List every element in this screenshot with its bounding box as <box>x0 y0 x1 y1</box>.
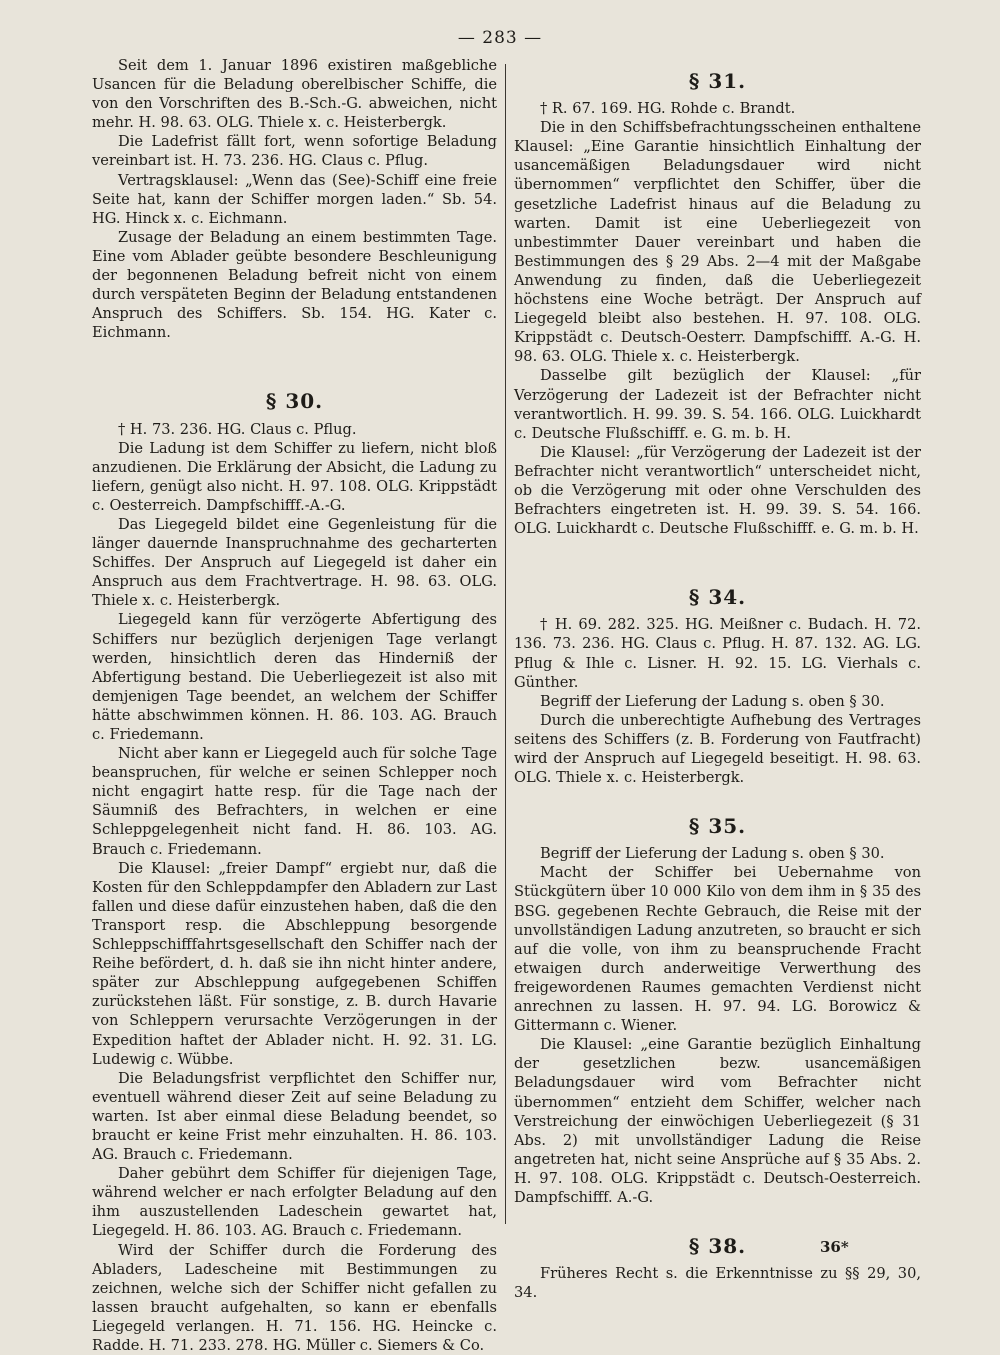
paragraph: † R. 67. 169. HG. Rohde c. Brandt. <box>540 100 796 118</box>
paragraph: Die Ladung ist dem Schiffer zu liefern, nicht bloß anzudienen. Die Erklärung der Absicht, die Ladung zu liefern, genügt also nicht. H. 97. 108. OLG. Krippstädt c. Oesterreich. Dampfschifff.-A.-G. <box>92 439 497 514</box>
paragraph: Die Beladungsfrist verpflichtet den Schiffer nur, eventuell während dieser Zeit auf seine Beladung zu warten. Ist aber einmal diese Beladung beendet, so braucht er keine Frist mehr einzuhalten. H. 86. 103. AG. Brauch c. Friedemann. <box>92 1069 497 1164</box>
paragraph: Früheres Recht s. die Erkenntnisse zu §§ 29, 30, 34. <box>514 1265 921 1302</box>
paragraph: Seit dem 1. Januar 1896 existiren maßgebliche Usancen für die Beladung oberelbischer Schiffe, die von den Vorschriften des B.-Sch.-G. abweichen, nicht mehr. H. 98. 63. OLG. Thiele x. c. Heisterbergk. <box>92 57 497 132</box>
paragraph: Liegegeld kann für verzögerte Abfertigung des Schiffers nur bezüglich derjenigen Tage verlangt werden, hinsichtlich deren das Hinderniß der Abfertigung bestand. Die Ueberliegezeit ist also mit demjenigen Tage beendet, an welchem der Schiffer hätte abschwimmen können. H. 86. 103. AG. Brauch c. Friedemann. <box>92 611 497 743</box>
column-divider <box>505 64 506 1224</box>
paragraph: Nicht aber kann er Liegegeld auch für solche Tage beanspruchen, für welche er seinen Schlepper noch nicht engagirt hatte resp. für die Tage nach der Säumniß des Befrachters, in welchen er eine Schleppgelegenheit nicht fand. H. 86. 103. AG. Brauch c. Friedemann. <box>92 745 497 858</box>
section-heading-35: § 35. <box>688 814 747 839</box>
paragraph: † H. 69. 282. 325. HG. Meißner c. Budach. H. 72. 136. 73. 236. HG. Claus c. Pflug. H. 87. 132. AG. LG. Pflug & Ihle c. Lisner. H. 92. 15. LG. Vierhals c. Günther. <box>514 616 921 691</box>
paragraph: † H. 73. 236. HG. Claus c. Pflug. <box>118 420 357 438</box>
signature-mark: 36* <box>820 1238 849 1256</box>
paragraph: Begriff der Lieferung der Ladung s. oben § 30. <box>540 845 885 863</box>
section-heading-38: § 38. <box>688 1234 747 1259</box>
paragraph: Macht der Schiffer bei Uebernahme von Stückgütern über 10 000 Kilo von dem ihm in § 35 des BSG. gegebenen Rechte Gebrauch, die Reise mit der unvollständigen Ladung anzutreten, so braucht er sich auf die volle, von ihm zu beanspruchende Fracht etwaigen durch anderweitige Verwerthung des freigewordenen Raumes gemachten Verdienst nicht anrechnen zu lassen. H. 97. 94. LG. Borowicz & Gittermann c. Wiener. <box>514 864 921 1035</box>
paragraph: Begriff der Lieferung der Ladung s. oben § 30. <box>540 692 885 710</box>
paragraph: Wird der Schiffer durch die Forderung des Abladers, Ladescheine mit Bestimmungen zu zeichnen, welche sich der Schiffer nicht gefallen zu lassen braucht aufgehalten, so kann er ebenfalls Liegegeld verlangen. H. 71. 156. HG. Heincke c. Radde. H. 71. 233. 278. HG. Müller c. Siemers & Co. <box>92 1241 497 1354</box>
paragraph: Das Liegegeld bildet eine Gegenleistung für die länger dauernde Inanspruchnahme des gecharterten Schiffes. Der Anspruch auf Liegegeld ist daher ein Anspruch aus dem Frachtvertrage. H. 98. 63. OLG. Thiele x. c. Heisterbergk. <box>92 515 497 610</box>
paragraph: Daher gebührt dem Schiffer für diejenigen Tage, während welcher er nach erfolgter Beladung auf den ihm auszustellenden Ladeschein gewartet hat, Liegegeld. H. 86. 103. AG. Brauch c. Friedemann. <box>92 1165 497 1240</box>
section-heading-30: § 30. <box>265 389 324 414</box>
section-heading-34: § 34. <box>688 585 747 610</box>
section-heading-31: § 31. <box>688 69 747 93</box>
paragraph: Zusage der Beladung an einem bestimmten Tage. Eine vom Ablader geübte besondere Beschleunigung der begonnenen Beladung befreit nicht von einem durch verspäteten Beginn der Beladung entstandenen Anspruch des Schiffers. Sb. 154. HG. Kater c. Eichmann. <box>92 228 497 342</box>
paragraph: Die Klausel: „für Verzögerung der Ladezeit ist der Befrachter nicht verantwortlich“ unterscheidet nicht, ob die Verzögerung mit oder ohne Verschulden des Befrachters eingetreten ist. H. 99. 39. S. 54. 166. OLG. Luickhardt c. Deutsche Flußschifff. e. G. m. b. H. <box>514 443 921 538</box>
paragraph: Die in den Schiffsbefrachtungsscheinen enthaltene Klausel: „Eine Garantie hinsichtlich Einhaltung der usancemäßigen Beladungsdauer wird nicht übernommen“ verpflichtet den Schiffer, über die gesetzliche Ladefrist hinaus auf die Beladung zu warten. Damit ist eine Ueberliegezeit von unbestimmter Dauer vereinbart und haben die Bestimmungen des § 29 Abs. 2—4 mit der Maßgabe Anwendung zu finden, daß die Ueberliegezeit höchstens eine Woche beträgt. Der Anspruch auf Liegegeld bleibt also bestehen. H. 97. 108. OLG. Krippstädt c. Deutsch-Oesterr. Dampfschifff. A.-G. H. 98. 63. OLG. Thiele x. c. Heisterbergk. <box>514 119 921 366</box>
page-number: — 283 — <box>457 28 543 48</box>
right-column <box>514 56 921 1302</box>
left-column <box>92 56 497 1355</box>
paragraph: Vertragsklausel: „Wenn das (See)-Schiff eine freie Seite hat, kann der Schiffer morgen laden.“ Sb. 54. HG. Hinck x. c. Eichmann. <box>92 171 497 227</box>
paragraph: Die Klausel: „eine Garantie bezüglich Einhaltung der gesetzlichen bezw. usancemäßigen Beladungsdauer wird vom Befrachter nicht übernommen“ entzieht dem Schiffer, welcher nach Verstreichung der einwöchigen Ueberliegezeit (§ 31 Abs. 2) mit unvollständiger Ladung die Reise angetreten hat, nicht seine Ansprüche auf § 35 Abs. 2. H. 97. 108. OLG. Krippstädt c. Deutsch-Oesterreich. Dampfschifff. A.-G. <box>514 1036 921 1206</box>
paragraph: Die Ladefrist fällt fort, wenn sofortige Beladung vereinbart ist. H. 73. 236. HG. Claus c. Pflug. <box>92 133 497 170</box>
paragraph: Durch die unberechtigte Aufhebung des Vertrages seitens des Schiffers (z. B. Forderung von Fautfracht) wird der Anspruch auf Liegegeld beseitigt. H. 98. 63. OLG. Thiele x. c. Heisterbergk. <box>514 711 921 787</box>
paragraph: Dasselbe gilt bezüglich der Klausel: „für Verzögerung der Ladezeit ist der Befrachter nicht verantwortlich. H. 99. 39. S. 54. 166. OLG. Luickhardt c. Deutsche Flußschifff. e. G. m. b. H. <box>514 367 921 442</box>
paragraph: Die Klausel: „freier Dampf“ ergiebt nur, daß die Kosten für den Schleppdampfer den Abladern zur Last fallen und diese dafür einzustehen haben, daß die den Transport resp. die Abschleppung besorgende Schleppschifffahrtsgesellschaft den Schiffer nach der Reihe befördert, d. h. daß sie ihn nicht hinter andere, später zur Abschleppung aufgegebenen Schiffen zurückstehen läßt. Für sonstige, z. B. durch Havarie von Schleppern verursachte Verzögerungen in der Expedition haftet der Ablader nicht. H. 92. 31. LG. Ludewig c. Wübbe. <box>92 859 497 1068</box>
